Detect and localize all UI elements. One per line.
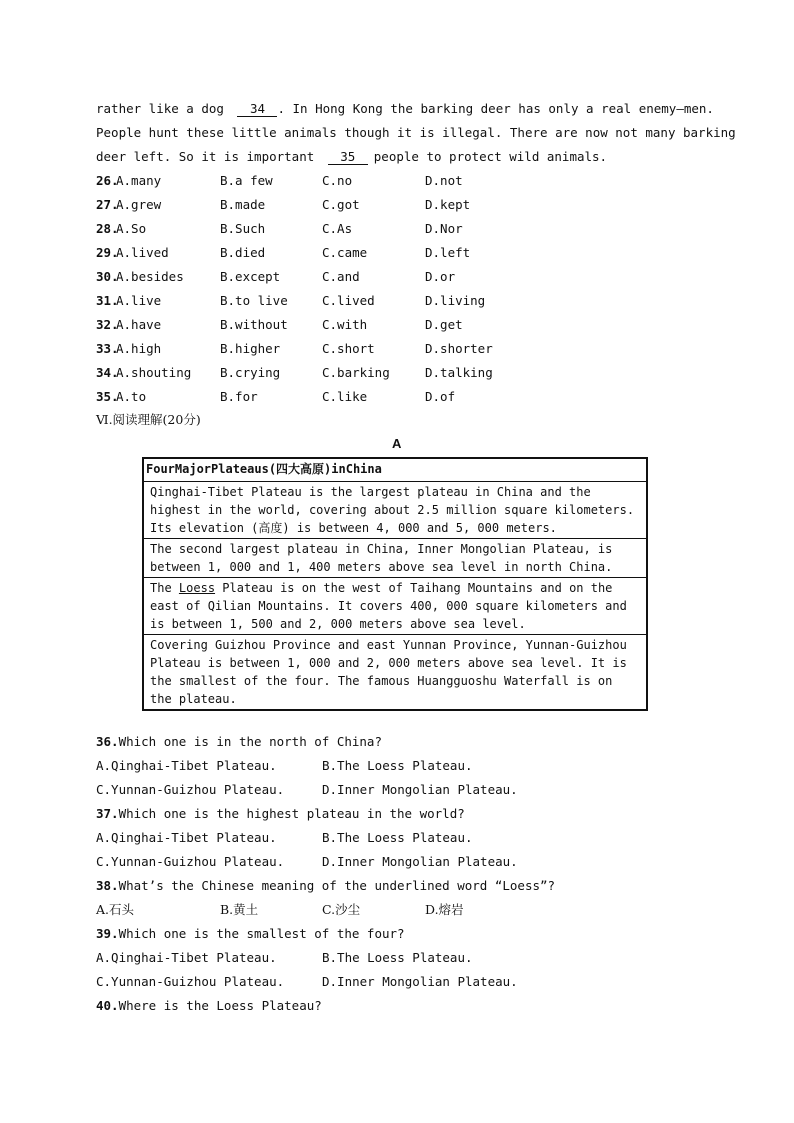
option-a: A.grew — [116, 197, 162, 212]
question-number: 28. — [96, 221, 119, 236]
option-a: A.So — [116, 221, 147, 236]
option-d: D.Inner Mongolian Plateau. — [322, 854, 518, 869]
option-c: C.like — [322, 389, 368, 404]
table-row — [144, 577, 646, 634]
question-number: 29. — [96, 245, 119, 260]
passage-label: A — [392, 436, 402, 451]
passage-text: . In Hong Kong the barking deer has only a real enemy—men. — [277, 101, 714, 116]
question-number: 33. — [96, 341, 119, 356]
question-number: 31. — [96, 293, 119, 308]
option-c: C.barking — [322, 365, 390, 380]
question-number: 26. — [96, 173, 119, 188]
option-c: C.Yunnan-Guizhou Plateau. — [96, 974, 285, 989]
blank-35: 35 — [328, 150, 368, 165]
option-c: C.lived — [322, 293, 375, 308]
question-number: 35. — [96, 389, 119, 404]
option-c: C.got — [322, 197, 360, 212]
cloze-question-row — [96, 389, 456, 405]
passage-text: people to protect wild animals. — [373, 149, 608, 164]
option-b: B.The Loess Plateau. — [322, 950, 473, 965]
option-d: D.talking — [425, 365, 493, 380]
reading-question — [96, 733, 382, 751]
option-a: A.石头 — [96, 902, 135, 917]
option-a: A.many — [116, 173, 162, 188]
option-b: B.黄土 — [220, 902, 259, 917]
option-c: C.with — [322, 317, 368, 332]
option-a: A.Qinghai-Tibet Plateau. — [96, 758, 277, 773]
option-b: B.higher — [220, 341, 281, 356]
passage-line-3 — [96, 149, 607, 165]
option-b: B.made — [220, 197, 266, 212]
option-d: D.shorter — [425, 341, 493, 356]
reading-question — [96, 997, 322, 1015]
question-number: 40. — [96, 998, 119, 1013]
section-title: Ⅵ.阅读理解(20分) — [96, 412, 201, 427]
reading-question — [96, 805, 465, 823]
option-c: C.Yunnan-Guizhou Plateau. — [96, 854, 285, 869]
option-b: B.except — [220, 269, 281, 284]
option-c: C.short — [322, 341, 375, 356]
cloze-question-row — [96, 221, 463, 237]
cloze-question-row — [96, 269, 456, 285]
question-text: Which one is the highest plateau in the world? — [118, 806, 465, 821]
option-a: A.have — [116, 317, 162, 332]
passage-line-1 — [96, 101, 714, 117]
option-b: B.without — [220, 317, 288, 332]
option-b: B.crying — [220, 365, 281, 380]
option-a: A.besides — [116, 269, 184, 284]
question-number: 39. — [96, 926, 119, 941]
question-number: 27. — [96, 197, 119, 212]
option-b: B.Such — [220, 221, 266, 236]
underlined-word-loess: Loess — [178, 581, 216, 595]
passage-text: deer left. So it is important — [96, 149, 315, 164]
option-b: B.The Loess Plateau. — [322, 758, 473, 773]
option-c: C.沙尘 — [322, 902, 361, 917]
question-text: What’s the Chinese meaning of the underlined word “Loess”? — [118, 878, 556, 893]
question-text: Which one is in the north of China? — [118, 734, 382, 749]
question-number: 38. — [96, 878, 119, 893]
option-a: A.live — [116, 293, 162, 308]
option-a: A.shouting — [116, 365, 192, 380]
option-a: A.Qinghai-Tibet Plateau. — [96, 950, 277, 965]
option-c: C.and — [322, 269, 360, 284]
option-d: D.熔岩 — [425, 902, 464, 917]
reading-question — [96, 877, 555, 895]
question-number: 32. — [96, 317, 119, 332]
option-d: D.of — [425, 389, 456, 404]
option-d: D.Inner Mongolian Plateau. — [322, 974, 518, 989]
option-b: B.a few — [220, 173, 273, 188]
option-d: D.living — [425, 293, 486, 308]
option-b: B.died — [220, 245, 266, 260]
option-a: A.to — [116, 389, 147, 404]
question-number: 37. — [96, 806, 119, 821]
option-a: A.lived — [116, 245, 169, 260]
table-row: Covering Guizhou Province and east Yunnan Province, Yunnan-Guizhou Plateau is between 1, 000 and 2, 000 meters above sea level. It is the smallest of the four. The famous Huangguoshu Waterfall is on the plateau. — [144, 634, 646, 709]
option-d: D.Inner Mongolian Plateau. — [322, 782, 518, 797]
table-header: FourMajorPlateaus(四大高原)inChina — [144, 459, 646, 482]
cloze-question-row — [96, 173, 463, 189]
blank-34: 34 — [237, 102, 277, 117]
question-number: 30. — [96, 269, 119, 284]
option-c: C.came — [322, 245, 368, 260]
cloze-question-row — [96, 293, 486, 309]
question-number: 34. — [96, 365, 119, 380]
option-c: C.no — [322, 173, 353, 188]
cloze-question-row — [96, 365, 493, 381]
option-d: D.or — [425, 269, 456, 284]
question-text: Which one is the smallest of the four? — [118, 926, 405, 941]
option-b: B.The Loess Plateau. — [322, 830, 473, 845]
reading-question — [96, 925, 405, 943]
option-a: A.high — [116, 341, 162, 356]
option-b: B.for — [220, 389, 258, 404]
option-d: D.Nor — [425, 221, 463, 236]
question-text: Where is the Loess Plateau? — [118, 998, 322, 1013]
passage-text: rather like a dog — [96, 101, 224, 116]
option-d: D.get — [425, 317, 463, 332]
row-prefix: The — [150, 581, 172, 595]
cloze-question-row — [96, 341, 493, 357]
option-d: D.kept — [425, 197, 471, 212]
option-a: A.Qinghai-Tibet Plateau. — [96, 830, 277, 845]
table-row: The second largest plateau in China, Inner Mongolian Plateau, is between 1, 000 and 1, 400 meters above sea level in north China. — [144, 538, 646, 577]
cloze-question-row — [96, 245, 471, 261]
table-row: Qinghai-Tibet Plateau is the largest plateau in China and the highest in the world, covering about 2.5 million square kilometers. Its elevation (高度) is between 4, 000 and 5, 000 meters. — [150, 485, 635, 535]
option-b: B.to live — [220, 293, 288, 308]
plateaus-table — [142, 457, 648, 711]
option-c: C.As — [322, 221, 353, 236]
passage-line-2: People hunt these little animals though it is illegal. There are now not many barking — [96, 125, 736, 140]
option-d: D.left — [425, 245, 471, 260]
question-number: 36. — [96, 734, 119, 749]
option-c: C.Yunnan-Guizhou Plateau. — [96, 782, 285, 797]
row-text: Plateau is on the west of Taihang Mountains and on the east of Qilian Mountains. It covers 400, 000 square kilometers and is between 1, 500 and 2, 000 meters above sea level. — [150, 581, 627, 631]
cloze-question-row — [96, 317, 463, 333]
option-d: D.not — [425, 173, 463, 188]
cloze-question-row — [96, 197, 471, 213]
